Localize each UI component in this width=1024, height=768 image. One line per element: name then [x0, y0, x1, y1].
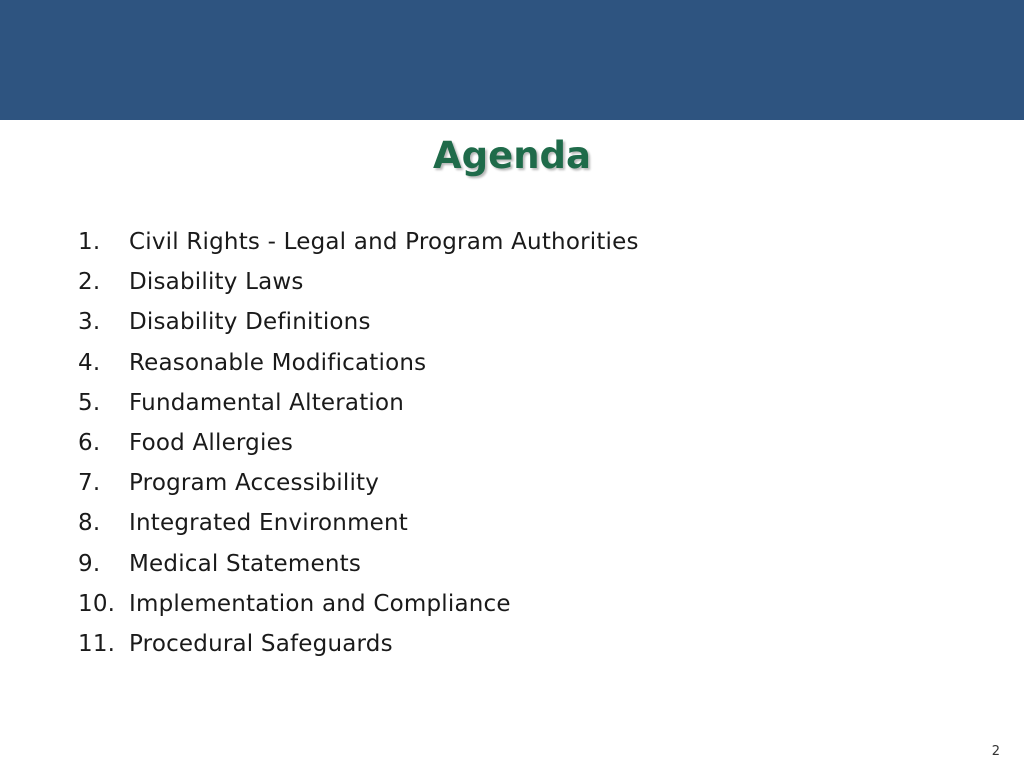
- agenda-item-text: Disability Laws: [129, 269, 304, 296]
- page-number: 2: [991, 744, 1000, 759]
- agenda-item-text: Reasonable Modifications: [129, 349, 427, 376]
- agenda-item: [78, 584, 639, 624]
- agenda-item: [78, 343, 639, 383]
- agenda-item-text: Fundamental Alteration: [129, 389, 405, 416]
- agenda-item-text: Food Allergies: [129, 429, 294, 456]
- agenda-item: [78, 302, 639, 342]
- agenda-item-number: 5.: [78, 389, 101, 416]
- agenda-item-number: 7.: [78, 470, 101, 497]
- agenda-item-number: 3.: [78, 309, 101, 336]
- agenda-item-number: 1.: [78, 229, 101, 255]
- agenda-item-number: 6.: [78, 429, 101, 456]
- agenda-item: [78, 423, 639, 463]
- agenda-item: [78, 222, 639, 262]
- agenda-item-text: Procedural Safeguards: [129, 630, 393, 657]
- agenda-item-text: Civil Rights - Legal and Program Authorities: [129, 229, 639, 255]
- agenda-item-text: Implementation and Compliance: [129, 590, 511, 617]
- agenda-item-number: 8.: [78, 510, 101, 537]
- agenda-item-number: 9.: [78, 550, 101, 577]
- agenda-item-text: Program Accessibility: [129, 470, 380, 497]
- agenda-item-text: Medical Statements: [129, 550, 362, 577]
- slide-title: Agenda: [432, 134, 591, 177]
- agenda-item: [78, 383, 639, 423]
- agenda-item: [78, 463, 639, 503]
- agenda-item-text: Integrated Environment: [129, 510, 409, 537]
- agenda-item: [78, 544, 639, 584]
- agenda-item-number: 11.: [78, 630, 116, 657]
- agenda-item-number: 4.: [78, 349, 101, 376]
- agenda-list: [78, 222, 639, 664]
- agenda-item: [78, 503, 639, 543]
- agenda-item-number: 2.: [78, 269, 101, 296]
- header-band: [0, 0, 1024, 120]
- agenda-item-number: 10.: [78, 590, 116, 617]
- agenda-item-text: Disability Definitions: [129, 309, 371, 336]
- agenda-item: [78, 624, 639, 664]
- agenda-item: [78, 262, 639, 302]
